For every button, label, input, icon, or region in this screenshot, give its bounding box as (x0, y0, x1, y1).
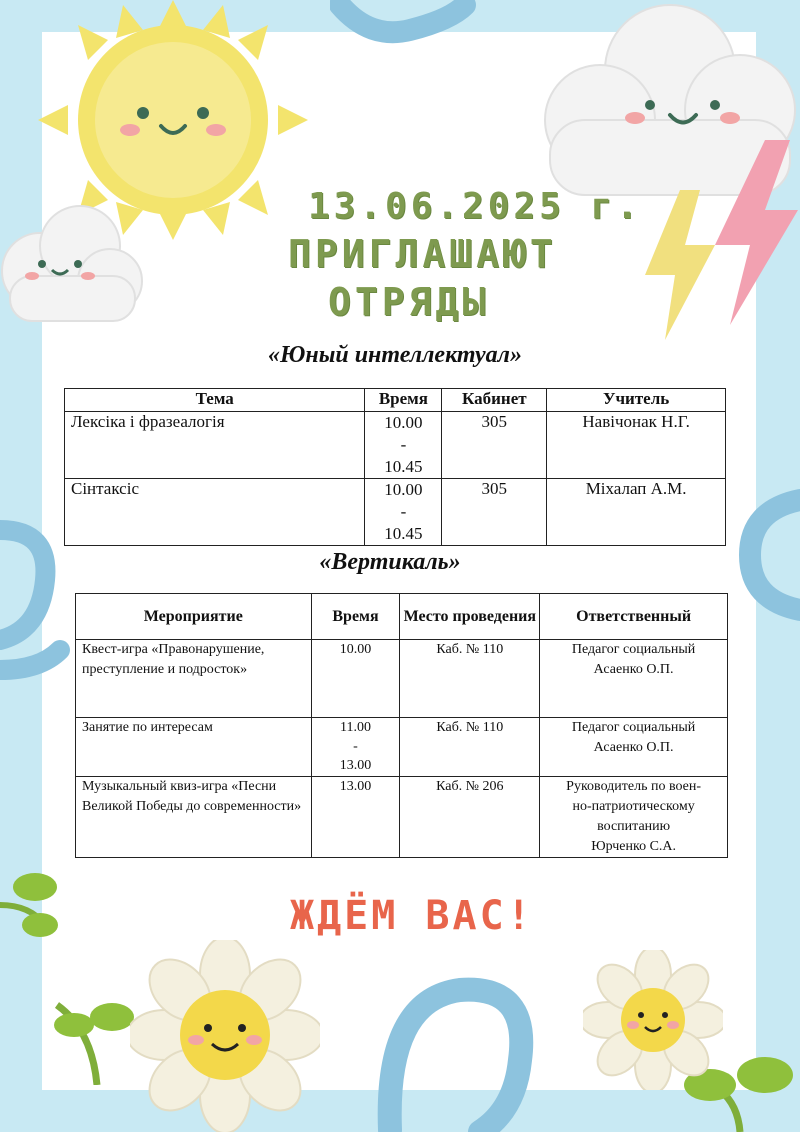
squiggle-icon (330, 0, 480, 70)
invite-heading: ПРИГЛАШАЮТ (288, 232, 557, 276)
daisy-icon (130, 940, 320, 1132)
daisy-icon (583, 950, 723, 1090)
time-start: 10.00 (339, 642, 372, 657)
topic-cell: Сінтаксіс (65, 479, 365, 546)
lightning-icon (640, 190, 720, 340)
column-header: Ответственный (540, 594, 728, 640)
room-cell: 305 (442, 412, 547, 479)
table-row (65, 479, 726, 546)
table-header-row (76, 594, 728, 640)
section-title-intellectual: «Юный интеллектуал» (268, 342, 522, 368)
time-separator: - (400, 435, 407, 454)
event-cell: Занятие по интересам (76, 718, 312, 777)
schedule-table-vertical (75, 593, 728, 858)
column-header: Кабинет (442, 389, 547, 412)
schedule-table-intellectual (64, 388, 726, 546)
topic-cell: Лексіка і фразеалогія (65, 412, 365, 479)
date-heading: 13.06.2025 г. (308, 186, 642, 227)
time-start: 10.00 (384, 480, 423, 499)
welcome-callout: ЖДЁМ ВАС! (290, 893, 534, 939)
table-row (65, 412, 726, 479)
sprout-icon (52, 995, 142, 1085)
time-cell (311, 777, 400, 858)
teacher-cell: Міхалап А.М. (547, 479, 726, 546)
place-cell: Каб. № 110 (400, 640, 540, 718)
table-row (76, 777, 728, 858)
column-header: Время (365, 389, 442, 412)
column-header: Время (311, 594, 400, 640)
time-start: 11.00 (340, 720, 371, 735)
room-cell: 305 (442, 479, 547, 546)
section-title-vertical: «Вертикаль» (319, 549, 461, 575)
time-cell (311, 640, 400, 718)
responsible-line: Асаенко О.П. (593, 740, 674, 755)
teacher-cell: Навічонак Н.Г. (547, 412, 726, 479)
column-header: Место проведения (400, 594, 540, 640)
event-cell: Музыкальный квиз-игра «Песни Великой Победы до современности» (76, 777, 312, 858)
event-cell: Квест-игра «Правонарушение, преступление и подросток» (76, 640, 312, 718)
cloud-icon (0, 196, 145, 326)
responsible-line: Педагог социальный (571, 720, 696, 735)
time-cell (365, 412, 442, 479)
time-separator: - (353, 739, 358, 754)
column-header: Мероприятие (76, 594, 312, 640)
time-end: 13.00 (339, 758, 372, 773)
responsible-line: воспитанию (597, 819, 671, 834)
time-separator: - (400, 502, 407, 521)
lightning-icon (710, 140, 800, 325)
table-row (76, 718, 728, 777)
place-cell: Каб. № 110 (400, 718, 540, 777)
responsible-cell (540, 718, 728, 777)
time-start: 13.00 (339, 779, 372, 794)
responsible-cell (540, 640, 728, 718)
squiggle-icon (0, 510, 70, 690)
time-start: 10.00 (384, 413, 423, 432)
squiggle-icon (370, 960, 570, 1132)
time-end: 10.45 (384, 457, 423, 476)
time-cell (365, 479, 442, 546)
responsible-cell (540, 777, 728, 858)
column-header: Учитель (547, 389, 726, 412)
column-header: Тема (65, 389, 365, 412)
responsible-line: но-патриотическому (572, 799, 695, 814)
responsible-line: Юрченко С.А. (591, 839, 677, 854)
time-end: 10.45 (384, 524, 423, 543)
responsible-line: Руководитель по воен- (566, 779, 702, 794)
responsible-line: Педагог социальный (571, 642, 696, 657)
table-row (76, 640, 728, 718)
responsible-line: Асаенко О.П. (593, 662, 674, 677)
sprout-icon (0, 865, 70, 945)
time-cell (311, 718, 400, 777)
squads-heading: ОТРЯДЫ (328, 280, 490, 324)
place-cell: Каб. № 206 (400, 777, 540, 858)
table-header-row (65, 389, 726, 412)
